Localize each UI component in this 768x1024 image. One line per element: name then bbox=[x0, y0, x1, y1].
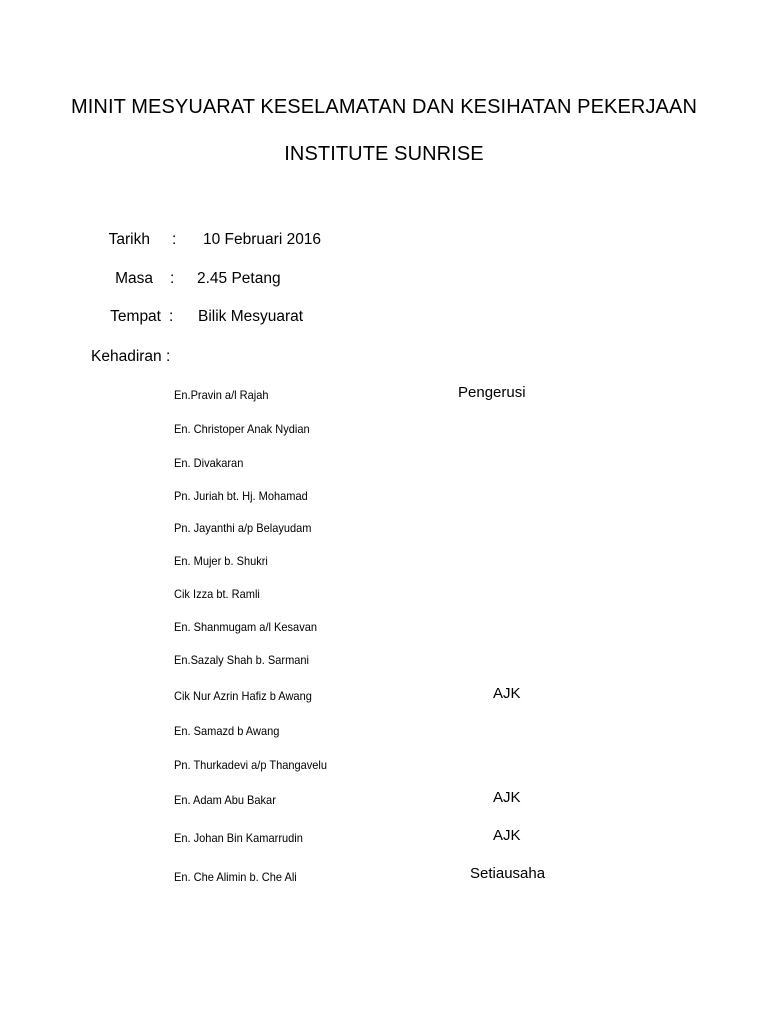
attendee-name: En. Samazd b Awang bbox=[174, 724, 280, 738]
document-subtitle: INSTITUTE SUNRISE bbox=[284, 143, 484, 165]
attendee-row bbox=[0, 386, 768, 406]
attendee-name: En. Shanmugam a/l Kesavan bbox=[174, 620, 318, 634]
attendee-row bbox=[0, 829, 768, 849]
tarikh-label: Tarikh bbox=[108, 231, 150, 248]
attendee-row bbox=[0, 585, 768, 605]
attendee-name: En. Mujer b. Shukri bbox=[174, 554, 268, 568]
attendee-row bbox=[0, 687, 768, 707]
attendee-name: Cik Izza bt. Ramli bbox=[174, 587, 260, 601]
attendee-role: Setiausaha bbox=[470, 865, 546, 882]
meta-row-tempat bbox=[0, 308, 768, 330]
attendee-row bbox=[0, 618, 768, 638]
tempat-colon: : bbox=[169, 308, 174, 325]
attendee-name: En.Pravin a/l Rajah bbox=[174, 388, 269, 402]
attendee-name: Pn. Juriah bt. Hj. Mohamad bbox=[174, 489, 308, 503]
meta-row-masa bbox=[0, 270, 768, 292]
attendee-row bbox=[0, 791, 768, 811]
attendee-role: Pengerusi bbox=[458, 384, 526, 401]
attendee-name: En. Johan Bin Kamarrudin bbox=[174, 831, 303, 845]
attendee-row bbox=[0, 865, 768, 888]
attendee-role: AJK bbox=[493, 789, 521, 806]
tarikh-value: 10 Februari 2016 bbox=[203, 231, 322, 248]
attendee-row bbox=[0, 454, 768, 474]
masa-value: 2.45 Petang bbox=[197, 270, 281, 287]
attendee-name: Cik Nur Azrin Hafiz b Awang bbox=[174, 689, 312, 703]
meta-row-tarikh bbox=[0, 231, 768, 253]
attendee-row bbox=[0, 420, 768, 440]
attendee-role: AJK bbox=[493, 827, 521, 844]
attendee-name: Pn. Jayanthi a/p Belayudam bbox=[174, 521, 312, 535]
kehadiran-heading: Kehadiran : bbox=[91, 348, 171, 365]
attendee-row bbox=[0, 487, 768, 507]
attendee-name: Pn. Thurkadevi a/p Thangavelu bbox=[174, 758, 328, 772]
tempat-label: Tempat bbox=[110, 308, 161, 325]
masa-label: Masa bbox=[115, 270, 153, 287]
attendee-name: En. Divakaran bbox=[174, 456, 244, 470]
attendee-row bbox=[0, 519, 768, 539]
tarikh-colon: : bbox=[172, 231, 177, 248]
attendee-row bbox=[0, 651, 768, 671]
attendee-name: En. Christoper Anak Nydian bbox=[174, 422, 310, 436]
tempat-value: Bilik Mesyuarat bbox=[198, 308, 304, 325]
attendee-row bbox=[0, 552, 768, 572]
attendee-name: En. Che Alimin b. Che Ali bbox=[174, 870, 297, 884]
attendee-role: AJK bbox=[493, 685, 521, 702]
attendee-row bbox=[0, 756, 768, 776]
document-title: MINIT MESYUARAT KESELAMATAN DAN KESIHATAN PEKERJAAN bbox=[71, 96, 697, 118]
attendee-row bbox=[0, 722, 768, 742]
attendee-name: En.Sazaly Shah b. Sarmani bbox=[174, 653, 310, 667]
masa-colon: : bbox=[170, 270, 175, 287]
attendee-name: En. Adam Abu Bakar bbox=[174, 793, 276, 807]
